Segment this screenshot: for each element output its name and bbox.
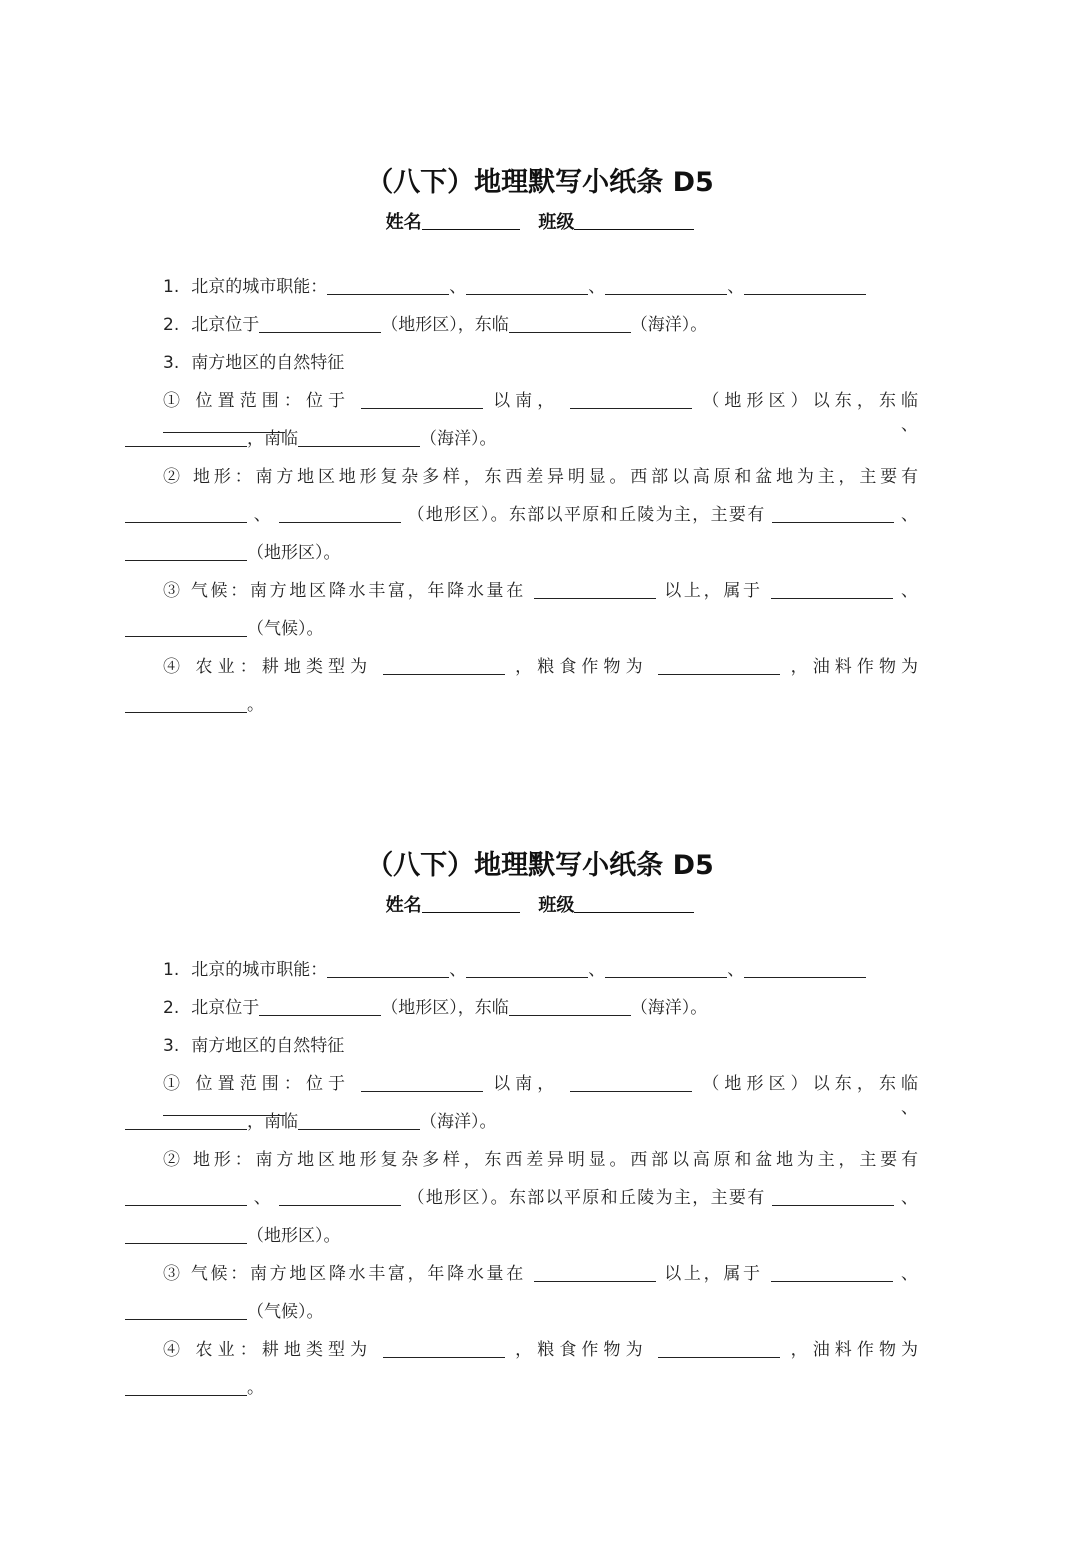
question-text: （地形区）。	[247, 1226, 341, 1246]
class-field[interactable]	[574, 894, 694, 913]
question-number: 3.	[163, 353, 180, 373]
question-text: （海洋）。	[630, 315, 708, 335]
question-line	[125, 503, 918, 527]
question-text: ，油料作物为	[790, 657, 919, 677]
name-field[interactable]	[422, 211, 520, 230]
question-text: ① 位置范围：位于	[163, 1074, 351, 1094]
class-field[interactable]	[574, 211, 694, 230]
question-text: （地形区）以东，东临	[702, 391, 919, 411]
question-text: ② 地形：南方地区地形复杂多样，东西差异明显。西部以高原和盆地为主，主要有	[163, 467, 918, 487]
question-text: 以南，	[493, 391, 560, 411]
question-text: 、	[901, 1264, 919, 1284]
answer-blank[interactable]	[125, 505, 247, 523]
question-text: ，南临	[247, 429, 298, 449]
question-line	[163, 351, 918, 375]
question-line	[125, 1300, 918, 1324]
answer-blank[interactable]	[658, 1340, 780, 1358]
answer-blank[interactable]	[658, 657, 780, 675]
question-line	[163, 1338, 918, 1362]
question-text: （气候）。	[247, 1302, 324, 1322]
answer-blank[interactable]	[125, 1112, 247, 1130]
question-line	[163, 1148, 918, 1172]
question-text: （气候）。	[247, 619, 324, 639]
question-text: ，油料作物为	[790, 1340, 919, 1360]
name-label: 姓名	[385, 212, 422, 233]
answer-blank[interactable]	[772, 1188, 894, 1206]
answer-blank[interactable]	[125, 1226, 247, 1244]
answer-blank[interactable]	[259, 315, 381, 333]
name-label: 姓名	[385, 895, 422, 916]
question-line	[125, 1110, 918, 1134]
question-text: ④ 农业：耕地类型为	[163, 657, 373, 677]
answer-blank[interactable]	[605, 960, 727, 978]
name-field[interactable]	[422, 894, 520, 913]
question-text: 北京位于	[191, 998, 260, 1018]
answer-blank[interactable]	[570, 1074, 692, 1092]
answer-blank[interactable]	[771, 581, 893, 599]
class-label: 班级	[538, 895, 575, 916]
question-text: 、	[901, 505, 919, 525]
answer-blank[interactable]	[327, 960, 449, 978]
worksheet-copy-2	[0, 683, 1080, 1398]
question-text: （地形区）。东部以平原和丘陵为主，主要有	[407, 1188, 766, 1208]
question-line	[163, 1262, 918, 1286]
question-line	[125, 1186, 918, 1210]
question-text: 、	[449, 960, 467, 980]
question-line	[125, 427, 918, 451]
question-text: ④ 农业：耕地类型为	[163, 1340, 373, 1360]
question-text: 、	[901, 1188, 919, 1208]
question-text: ③ 气候：南方地区降水丰富，年降水量在	[163, 581, 526, 601]
question-text: 。	[247, 695, 264, 715]
answer-blank[interactable]	[125, 543, 247, 561]
question-text: 南方地区的自然特征	[191, 1036, 345, 1056]
question-text: （地形区）。	[247, 543, 341, 563]
answer-blank[interactable]	[125, 1188, 247, 1206]
question-text: 、	[588, 960, 606, 980]
worksheet-copy-1	[0, 0, 1080, 715]
question-number: 2.	[163, 315, 180, 335]
answer-blank[interactable]	[605, 277, 727, 295]
worksheet-title: （八下）地理默写小纸条 D5	[366, 850, 714, 881]
question-line	[163, 655, 918, 679]
question-text: 以上，属于	[664, 1264, 763, 1284]
question-text: 北京的城市职能：	[191, 277, 328, 297]
question-line	[125, 1224, 918, 1248]
answer-blank[interactable]	[771, 1264, 893, 1282]
question-text: 以上，属于	[664, 581, 763, 601]
question-text: ② 地形：南方地区地形复杂多样，东西差异明显。西部以高原和盆地为主，主要有	[163, 1150, 918, 1170]
question-text: 、	[901, 581, 919, 601]
question-number: 1.	[163, 960, 180, 980]
class-label: 班级	[538, 212, 575, 233]
question-text: 、	[253, 505, 273, 525]
question-text: 。	[247, 1378, 264, 1398]
question-line	[163, 275, 918, 299]
question-text: 南方地区的自然特征	[191, 353, 345, 373]
question-text: ，南临	[247, 1112, 298, 1132]
answer-blank[interactable]	[361, 1074, 483, 1092]
answer-blank[interactable]	[744, 277, 866, 295]
answer-blank[interactable]	[361, 391, 483, 409]
question-line	[163, 579, 918, 603]
question-text: 北京位于	[191, 315, 260, 335]
answer-blank[interactable]	[383, 657, 505, 675]
question-number: 2.	[163, 998, 180, 1018]
answer-blank[interactable]	[772, 505, 894, 523]
question-line	[163, 996, 918, 1020]
answer-blank[interactable]	[744, 960, 866, 978]
question-text: ，粮食作物为	[515, 1340, 648, 1360]
question-text: 、	[727, 960, 745, 980]
answer-blank[interactable]	[383, 1340, 505, 1358]
answer-blank[interactable]	[298, 1112, 420, 1130]
answer-blank[interactable]	[125, 1302, 247, 1320]
question-text: （海洋）。	[420, 429, 497, 449]
question-text: （地形区）以东，东临	[702, 1074, 919, 1094]
question-number: 3.	[163, 1036, 180, 1056]
question-line	[125, 1376, 918, 1400]
question-text: ③ 气候：南方地区降水丰富，年降水量在	[163, 1264, 526, 1284]
answer-blank[interactable]	[259, 998, 381, 1016]
question-text: （地形区），东临	[381, 315, 509, 335]
question-text: 北京的城市职能：	[191, 960, 328, 980]
answer-blank[interactable]	[327, 277, 449, 295]
question-text: 、	[727, 277, 745, 297]
answer-blank[interactable]	[298, 429, 420, 447]
answer-blank[interactable]	[466, 277, 588, 295]
question-line	[163, 313, 918, 337]
question-text: 、	[588, 277, 606, 297]
question-line	[163, 465, 918, 489]
question-text: （海洋）。	[420, 1112, 497, 1132]
question-line	[163, 958, 918, 982]
question-line	[163, 1034, 918, 1058]
question-text: 、	[449, 277, 467, 297]
answer-blank[interactable]	[509, 315, 631, 333]
answer-blank[interactable]	[125, 429, 247, 447]
question-text: （海洋）。	[630, 998, 708, 1018]
answer-blank[interactable]	[125, 1378, 247, 1396]
question-text: 、	[901, 1098, 918, 1118]
question-line	[125, 541, 918, 565]
answer-blank[interactable]	[534, 1264, 656, 1282]
question-text: （地形区）。东部以平原和丘陵为主，主要有	[407, 505, 766, 525]
answer-blank[interactable]	[279, 1188, 401, 1206]
question-text: ① 位置范围：位于	[163, 391, 351, 411]
student-info-line	[0, 891, 1080, 917]
question-text: 以南，	[493, 1074, 560, 1094]
question-text: ，粮食作物为	[515, 657, 648, 677]
answer-blank[interactable]	[466, 960, 588, 978]
question-line	[125, 617, 918, 641]
answer-blank[interactable]	[509, 998, 631, 1016]
question-number: 1.	[163, 277, 180, 297]
question-text: 、	[253, 1188, 273, 1208]
answer-blank[interactable]	[534, 581, 656, 599]
student-info-line	[0, 208, 1080, 234]
question-text: 、	[901, 415, 918, 435]
question-text: （地形区），东临	[381, 998, 509, 1018]
answer-blank[interactable]	[570, 391, 692, 409]
answer-blank[interactable]	[125, 619, 247, 637]
worksheet-title: （八下）地理默写小纸条 D5	[366, 167, 714, 198]
answer-blank[interactable]	[279, 505, 401, 523]
